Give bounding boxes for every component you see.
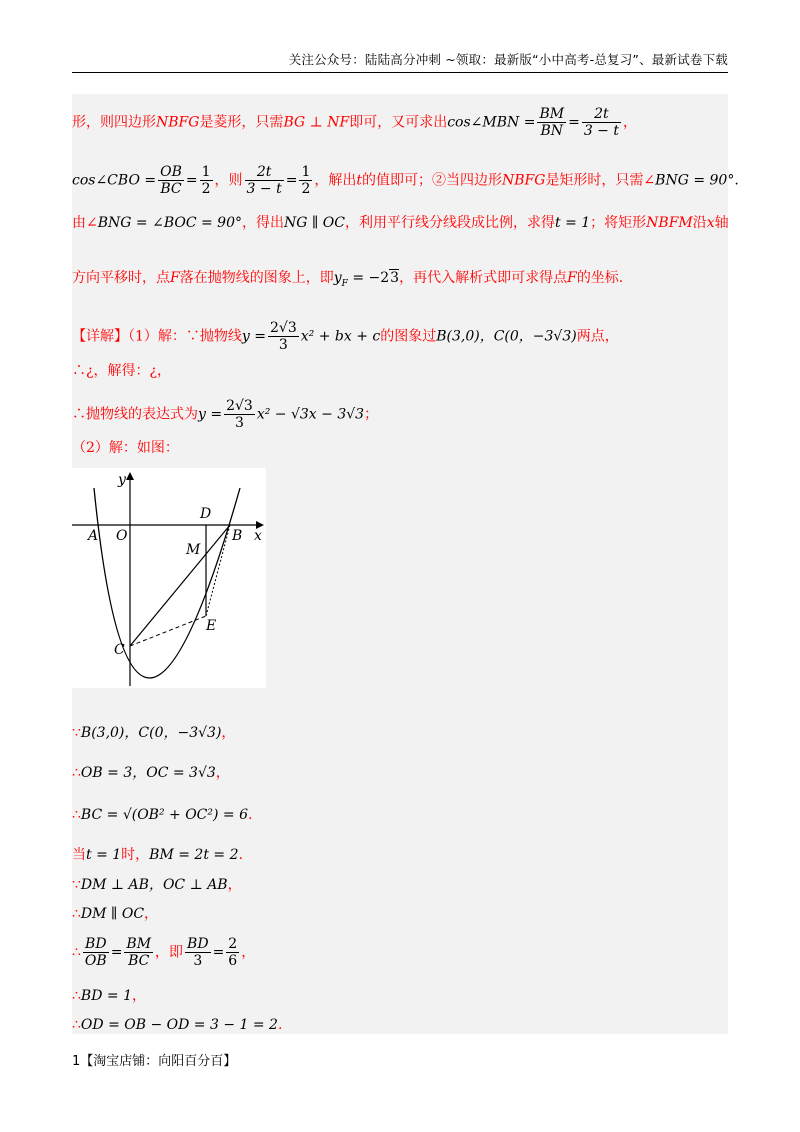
math: BM = 2t = 2 <box>149 847 239 863</box>
math: F <box>567 270 577 286</box>
text: 是矩形时，只需∠ <box>545 172 656 189</box>
text: （1）解：∵抛物线 <box>128 328 242 345</box>
text: ，即 <box>155 944 184 961</box>
label-y: y <box>118 472 126 488</box>
fraction: $\frac{2t}{3 - t}$ <box>246 164 282 198</box>
text: ∴ <box>72 807 81 823</box>
analysis-line-4 <box>72 271 623 289</box>
math: C(0，−3√3) <box>493 328 577 345</box>
text: ∴ <box>72 1017 81 1033</box>
math: t = 1 <box>555 215 591 231</box>
math: x² − √3x − 3√3 <box>256 406 365 423</box>
math: t = 1 <box>86 847 122 863</box>
detail-line-4: （2）解：如图： <box>72 440 179 456</box>
math: NBFG <box>156 114 200 131</box>
solution-line-5 <box>72 878 242 892</box>
fraction: $\frac{2√3}{3}$ <box>270 320 297 354</box>
detail-label: 【详解】 <box>72 328 128 345</box>
text: ， <box>215 765 230 781</box>
math: t <box>356 172 362 189</box>
text: 是菱形，只需 <box>199 114 284 131</box>
text: 的图象过 <box>380 328 437 345</box>
math: NG ∥ OC <box>284 215 345 231</box>
label-M: M <box>186 542 201 558</box>
analysis-line-3 <box>72 216 729 230</box>
text: 即可，又可求出 <box>349 114 448 131</box>
text: 的坐标. <box>576 270 624 286</box>
math: = −2 <box>347 270 390 286</box>
content-panel <box>72 94 739 1034</box>
math: B(3,0)，C(0，−3√3) <box>80 725 222 741</box>
text: ，则 <box>214 172 243 189</box>
text: ， <box>131 988 146 1004</box>
fraction: $\frac{BM}{BN}$ <box>539 106 565 140</box>
fraction: $\frac{1}{2}$ <box>301 164 311 198</box>
math: x <box>706 215 715 231</box>
solution-line-2 <box>72 766 230 780</box>
label-B: B <box>232 528 243 544</box>
text: ；将矩形 <box>590 215 647 231</box>
label-A: A <box>88 528 99 544</box>
label-E: E <box>206 618 217 634</box>
text: 时， <box>121 847 150 863</box>
analysis-line-2: cos∠CBO = $\frac{OB}{BC}$ = $\frac{1}{2}$ ，则 $\frac{2t}{3 - t}$ = $\frac{1}{2}$ ，解出t的值即可；②当四边形NBFG是矩形时，只需∠BNG = 90°. <box>72 164 739 198</box>
text: 方向平移时，点 <box>72 270 170 286</box>
analysis-line-1: 形，则四边形NBFG是菱形，只需BG ⊥ NF即可，又可求出cos∠MBN = $\frac{BM}{BN}$ = $\frac{2t}{3 - t}$ ， <box>72 106 637 140</box>
solution-line-8 <box>72 989 146 1003</box>
text: ∴ <box>72 906 81 922</box>
math: y = <box>198 406 223 423</box>
detail-line-1 <box>72 320 619 353</box>
detail-line-3 <box>72 398 378 431</box>
text: ，解出 <box>314 172 357 189</box>
text: ∵ <box>72 725 81 741</box>
text: 形，则四边形 <box>72 114 156 131</box>
math: cos∠CBO = <box>72 172 157 189</box>
math: y <box>333 270 342 286</box>
text: 落在抛物线的图象上，即 <box>179 270 334 286</box>
fraction: $\frac{1}{2}$ <box>201 164 211 198</box>
math: B(3,0)， <box>436 328 494 345</box>
solution-line-3 <box>72 808 252 822</box>
text: . <box>277 1017 283 1033</box>
text: 两点， <box>576 328 619 345</box>
text: ， <box>622 114 637 131</box>
text: . <box>248 807 253 823</box>
text: 当 <box>72 847 86 863</box>
text: 沿 <box>692 215 707 231</box>
text: ， <box>241 944 256 961</box>
math: OD = OB − OD = 3 − 1 = 2 <box>80 1017 278 1033</box>
math: BD = 1 <box>80 988 132 1004</box>
text: ，再代入解析式即可求得点 <box>399 270 568 286</box>
subscript: F <box>341 278 348 289</box>
label-C: C <box>114 642 125 658</box>
label-x: x <box>254 528 262 544</box>
math: y = <box>241 328 267 345</box>
label-O: O <box>116 528 128 544</box>
label-D: D <box>200 506 212 522</box>
text: 由∠ <box>72 215 98 231</box>
fraction: $\frac{2}{6}$ <box>228 936 238 970</box>
fraction: $\frac{2√3}{3}$ <box>226 398 253 432</box>
text: 轴 <box>714 215 729 231</box>
text: ， <box>227 877 242 893</box>
math: x² + bx + c <box>300 328 381 345</box>
math: BC = √(OB² + OC²) = 6 <box>80 807 249 823</box>
solution-line-9 <box>72 1018 282 1032</box>
text: ∴ <box>72 765 81 781</box>
solution-line-7: ∴ $\frac{BD}{OB}$ = $\frac{BM}{BC}$ ，即 $\frac{BD}{3}$ = $\frac{2}{6}$ ， <box>72 936 256 970</box>
page-header: 关注公众号：陆陆高分冲刺 ~领取：最新版“小中高考-总复习”、最新试卷下载 <box>288 52 728 67</box>
math: NBFG <box>502 172 546 189</box>
solution-line-4 <box>72 848 243 862</box>
text: ∵ <box>72 877 81 893</box>
text: ∴抛物线的表达式为 <box>72 406 198 423</box>
fraction: $\frac{BD}{3}$ <box>187 936 209 970</box>
text: 的值即可；②当四边形 <box>362 172 502 189</box>
fraction: $\frac{BD}{OB}$ <box>84 936 107 970</box>
math: BNG = 90°. <box>655 172 739 189</box>
sqrt: 3 <box>390 270 400 286</box>
detail-line-2: ∴¿，解得：¿， <box>72 363 172 379</box>
math: DM ∥ OC <box>80 906 145 922</box>
math: DM ⊥ AB，OC ⊥ AB <box>80 877 228 893</box>
text: ， <box>221 725 236 741</box>
solution-line-1 <box>72 726 235 740</box>
page-footer: 1【淘宝店铺：向阳百分百】 <box>72 1054 237 1069</box>
math: BNG = ∠BOC = 90° <box>97 215 242 231</box>
text: ， <box>144 906 159 922</box>
y-axis-arrow <box>126 472 134 480</box>
figure <box>72 468 266 688</box>
math: F <box>170 270 180 286</box>
math: BG ⊥ NF <box>283 114 350 131</box>
math: cos∠MBN = <box>447 114 536 131</box>
text: ，利用平行线分线段成比例，求得 <box>345 215 555 231</box>
header-rule <box>72 72 728 73</box>
text: . <box>238 847 243 863</box>
text: ； <box>364 406 379 423</box>
parabola-figure <box>72 468 266 688</box>
text: ，得出 <box>242 215 284 231</box>
text: ∴ <box>72 944 81 961</box>
math: NBFM <box>646 215 693 231</box>
math: OB = 3，OC = 3√3 <box>80 765 216 781</box>
fraction: $\frac{OB}{BC}$ <box>160 164 182 198</box>
fraction: $\frac{BM}{BC}$ <box>126 936 152 970</box>
solution-line-6 <box>72 907 158 921</box>
fraction: $\frac{2t}{3 - t}$ <box>583 106 619 140</box>
text: ∴ <box>72 988 81 1004</box>
